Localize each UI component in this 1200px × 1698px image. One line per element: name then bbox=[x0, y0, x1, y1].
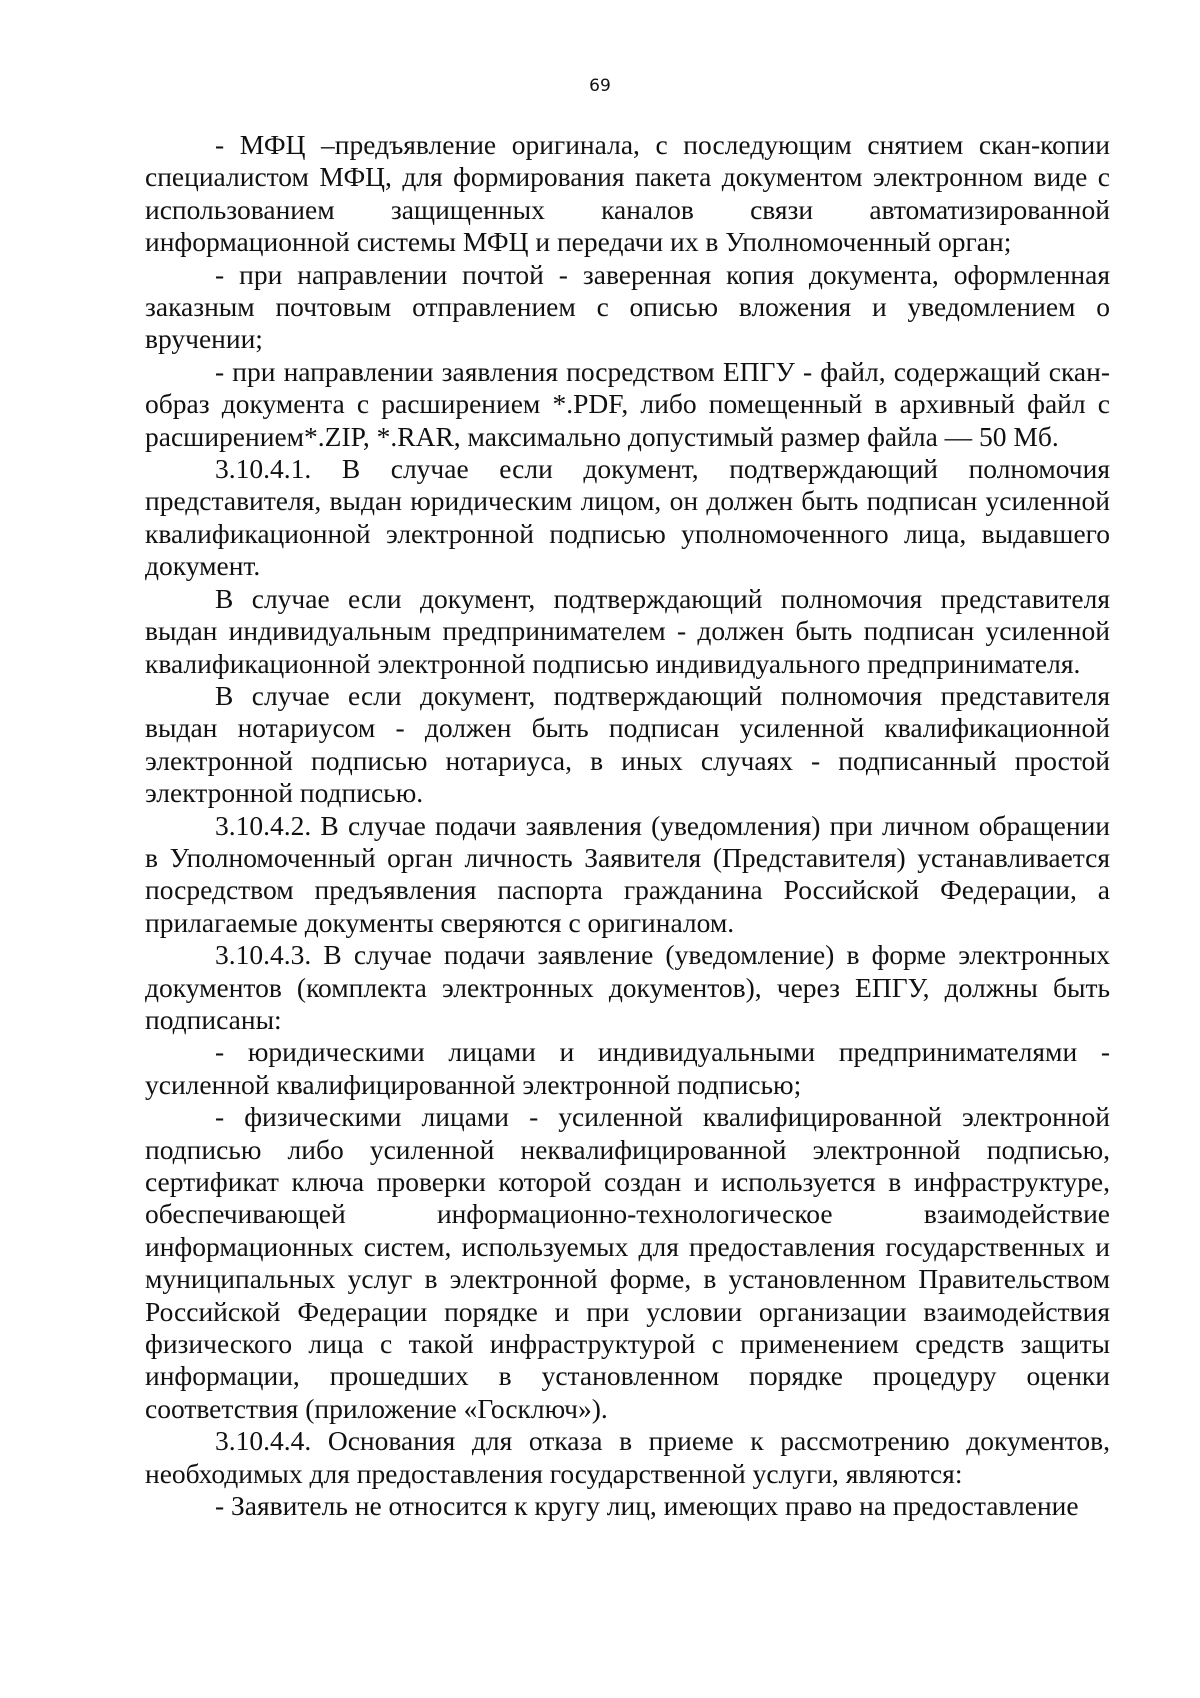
paragraph-applicant: - Заявитель не относится к кругу лиц, имеющих право на предоставление bbox=[215, 1490, 1079, 1522]
paragraph-individuals: - физическими лицами - усиленной квалифицированной электронной подписью либо усиленной неквалифицированной электронной подписью, сертификат ключа проверки которой создан и используется в инфраструктуре, обеспечивающей информационно-технологическое взаимодействие информационных систем, используемых для предоставления государственных и муниципальных услуг в электронной форме, в установленном Правительством Российской Федерации порядке и при условии организации взаимодействия физического лица с такой инфраструктурой с применением средств защиты информации, прошедших в установленном порядке процедуру оценки соответствия (приложение «Госключ»). bbox=[145, 1101, 1110, 1424]
paragraph-3-10-4-1: 3.10.4.1. В случае если документ, подтверждающий полномочия представителя, выдан юридическим лицом, он должен быть подписан усиленной квалификационной электронной подписью уполномоченного лица, выдавшего документ. bbox=[145, 453, 1110, 582]
paragraph-3-10-4-4: 3.10.4.4. Основания для отказа в приеме к рассмотрению документов, необходимых для предоставления государственной услуги, являются: bbox=[145, 1425, 1110, 1489]
paragraph-post: - при направлении почтой - заверенная копия документа, оформленная заказным почтовым отправлением с описью вложения и уведомлением о вручении; bbox=[145, 258, 1110, 355]
paragraph-epgu: - при направлении заявления посредством ЕПГУ - файл, содержащий скан-образ документа с расширением *.PDF, либо помещенный в архивный файл с расширением*.ZIP, *.RAR, максимально допустимый размер файла — 50 Мб. bbox=[145, 355, 1110, 452]
document-body bbox=[145, 129, 1110, 1522]
page-number: 69 bbox=[589, 76, 611, 96]
paragraph-entrepreneur: В случае если документ, подтверждающий полномочия представителя выдан индивидуальным предпринимателем - должен быть подписан усиленной квалификационной электронной подписью индивидуального предпринимателя. bbox=[145, 582, 1110, 679]
paragraph-3-10-4-2: 3.10.4.2. В случае подачи заявления (уведомления) при личном обращении в Уполномоченный орган личность Заявителя (Представителя) устанавливается посредством предъявления паспорта гражданина Российской Федерации, а прилагаемые документы сверяются с оригиналом. bbox=[145, 809, 1110, 938]
paragraph-3-10-4-3: 3.10.4.3. В случае подачи заявление (уведомление) в форме электронных документов (комплекта электронных документов), через ЕПГУ, должны быть подписаны: bbox=[145, 939, 1110, 1035]
paragraph-mfc: - МФЦ –предъявление оригинала, с последующим снятием скан-копии специалистом МФЦ, для формирования пакета документом электронном виде с использованием защищенных каналов связи автоматизированной информационной системы МФЦ и передачи их в Уполномоченный орган; bbox=[145, 129, 1110, 258]
paragraph-legal-entities: - юридическими лицами и индивидуальными предпринимателями - усиленной квалифицированной электронной подписью; bbox=[145, 1036, 1110, 1100]
paragraph-notary: В случае если документ, подтверждающий полномочия представителя выдан нотариусом - должен быть подписан усиленной квалификационной электронной подписью нотариуса, в иных случаях - подписанный простой электронной подписью. bbox=[145, 679, 1110, 809]
